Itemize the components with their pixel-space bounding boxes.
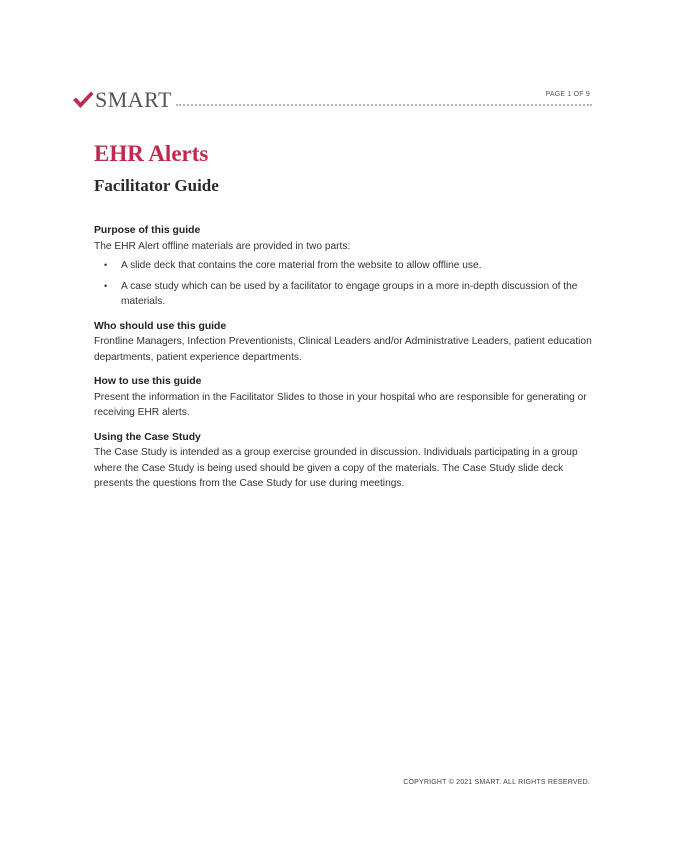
page-subtitle: Facilitator Guide bbox=[94, 176, 219, 195]
list-item-text: A case study which can be used by a facilitator to engage groups in a more in-depth discussion of the materials. bbox=[121, 280, 578, 307]
section-text: The EHR Alert offline materials are provided in two parts: bbox=[94, 240, 351, 252]
smart-logo bbox=[72, 88, 172, 112]
section-text: Frontline Managers, Infection Preventionists, Clinical Leaders and/or Administrative Leaders, patient education departments, patient experience departments. bbox=[94, 336, 592, 363]
bullet-icon: • bbox=[104, 260, 108, 270]
logo-text: SMART bbox=[95, 87, 172, 112]
header-divider bbox=[176, 104, 592, 106]
section-text: Present the information in the Facilitator Slides to those in your hospital who are responsible for generating or receiving EHR alerts. bbox=[94, 391, 587, 418]
section-purpose bbox=[94, 223, 594, 310]
section-text: The Case Study is intended as a group exercise grounded in discussion. Individuals participating in a group where the Case Study is being used should be given a copy of the materials. The Case Study slide deck presents the questions from the Case Study for use during meetings. bbox=[94, 447, 578, 489]
section-heading: Using the Case Study bbox=[94, 431, 201, 443]
list-item-text: A slide deck that contains the core material from the website to allow offline use. bbox=[121, 260, 482, 271]
list-item bbox=[94, 258, 594, 274]
guide-content bbox=[94, 223, 594, 501]
bullet-icon: • bbox=[104, 280, 108, 291]
section-heading: Purpose of this guide bbox=[94, 225, 201, 236]
section-case-study bbox=[94, 430, 594, 492]
section-who bbox=[94, 319, 594, 366]
bullet-list bbox=[94, 258, 594, 310]
page-indicator: PAGE 1 OF 9 bbox=[545, 91, 590, 98]
checkmark-icon bbox=[72, 89, 94, 111]
page-title: EHR Alerts bbox=[94, 141, 209, 166]
page-header bbox=[72, 88, 592, 112]
list-item bbox=[94, 279, 594, 310]
section-heading: How to use this guide bbox=[94, 376, 202, 387]
section-how bbox=[94, 374, 594, 421]
section-heading: Who should use this guide bbox=[94, 320, 227, 332]
copyright-footer: COPYRIGHT © 2021 SMART. ALL RIGHTS RESERVED. bbox=[403, 779, 590, 786]
